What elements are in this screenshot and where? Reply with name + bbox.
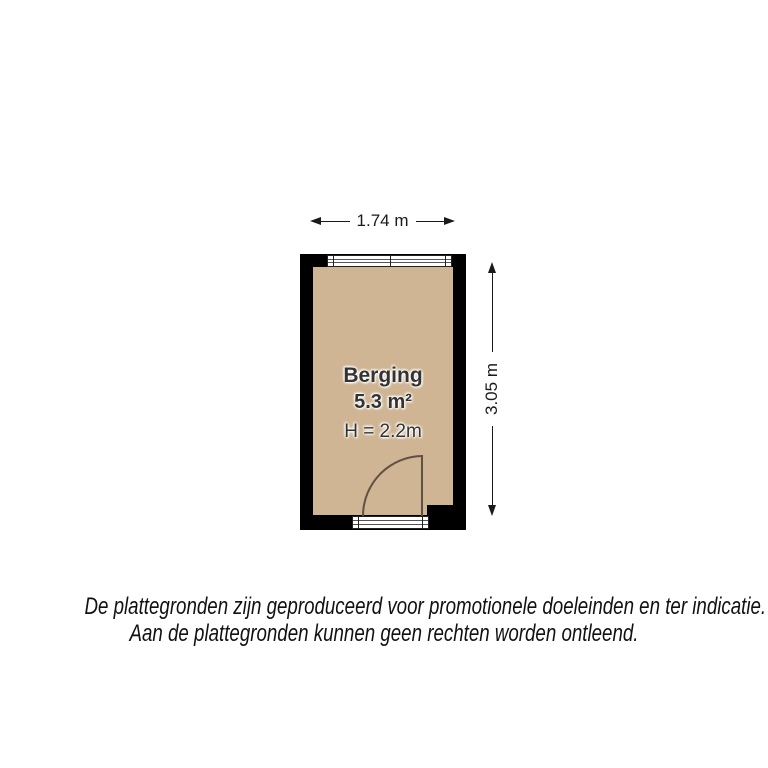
height-dimension — [482, 262, 502, 516]
door-threshold — [352, 516, 429, 529]
arrow-up-icon — [488, 262, 496, 273]
dimension-line — [416, 221, 445, 222]
height-dimension-label: 3.05 m — [482, 363, 501, 415]
wall-pier — [427, 505, 453, 517]
window — [327, 255, 452, 267]
dimension-line — [321, 221, 350, 222]
disclaimer-line-2: Aan de plattegronden kunnen geen rechten worden ontleend. — [129, 620, 639, 647]
room-name-label: Berging — [343, 364, 423, 387]
width-dimension-label: 1.74 m — [356, 211, 409, 230]
height-dimension-label-box — [482, 352, 502, 426]
arrow-down-icon — [488, 505, 496, 516]
plan-walls — [300, 254, 466, 530]
width-dimension — [310, 213, 455, 229]
disclaimer-text — [84, 593, 767, 647]
door-leaf — [421, 455, 423, 516]
disclaimer-line-1: De plattegronden zijn geproduceerd voor promotionele doeleinden en ter indicatie. — [84, 593, 767, 620]
dimension-line — [492, 426, 493, 505]
arrow-right-icon — [444, 217, 455, 225]
dimension-line — [492, 273, 493, 352]
arrow-left-icon — [310, 217, 321, 225]
room-ceiling-height-label: H = 2.2m — [344, 421, 422, 442]
room-area-label: 5.3 m² — [354, 391, 412, 413]
